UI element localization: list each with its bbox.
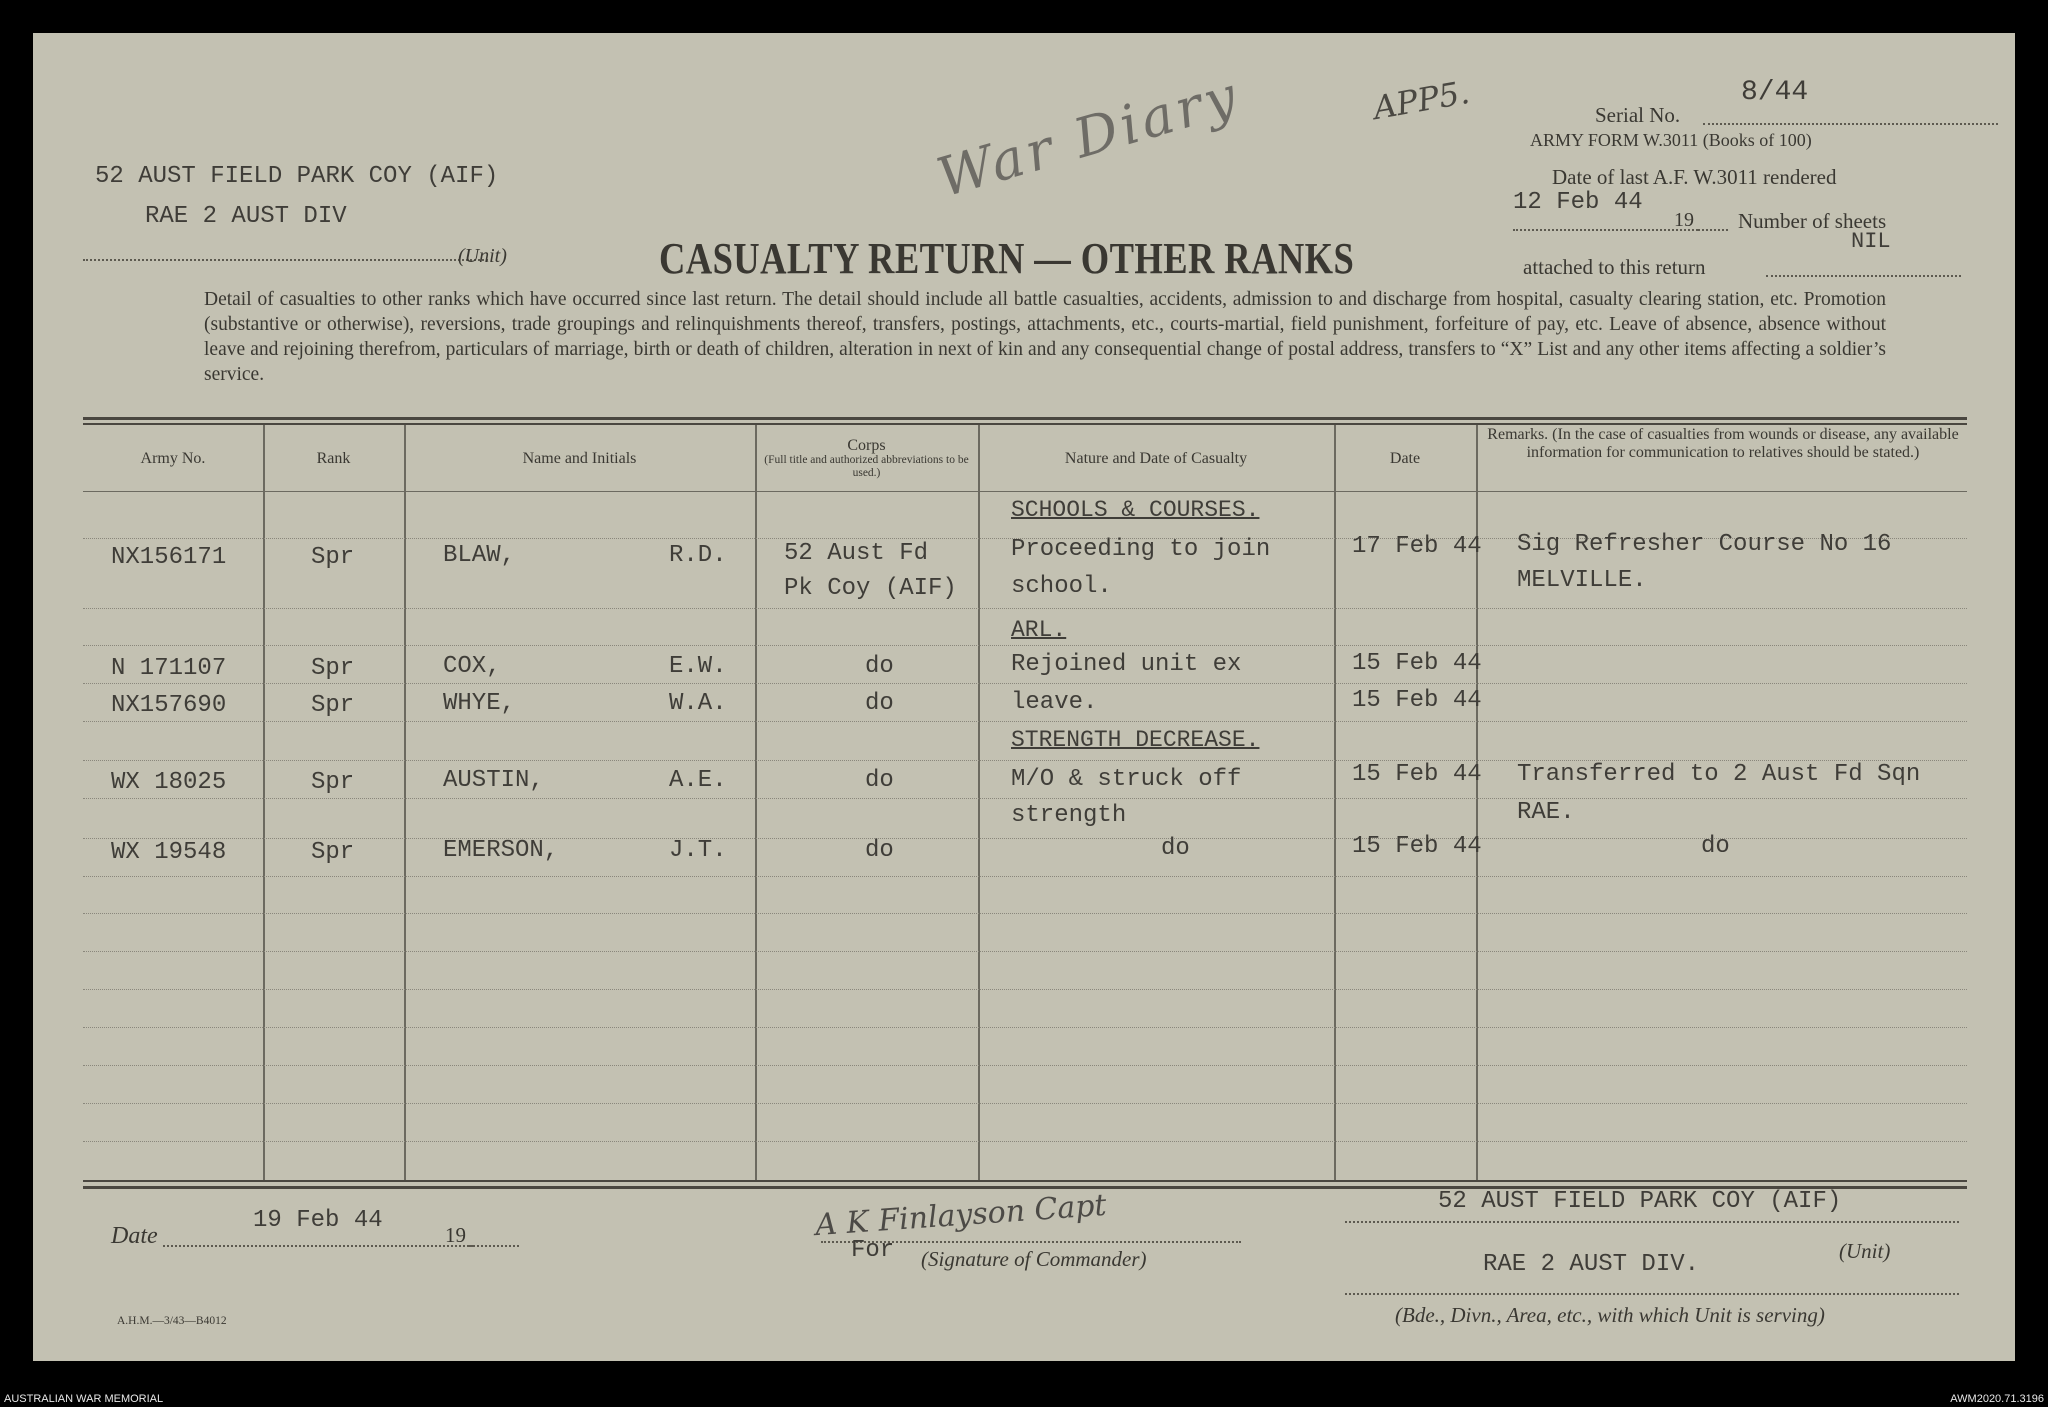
cell-rank: Spr bbox=[311, 655, 355, 682]
row-line bbox=[83, 721, 1967, 722]
col-header-rank: Rank bbox=[316, 450, 351, 467]
row-line bbox=[83, 1141, 1967, 1142]
footer-left: AUSTRALIAN WAR MEMORIAL bbox=[4, 1393, 164, 1405]
cell-nature-line-2: school. bbox=[1011, 573, 1112, 600]
cell-name: AUSTIN, bbox=[443, 767, 544, 794]
col-header-army-no: Army No. bbox=[140, 450, 206, 467]
cell-date: 15 Feb 44 bbox=[1352, 687, 1482, 714]
cell-army-no: NX156171 bbox=[111, 544, 227, 571]
row-line bbox=[83, 913, 1967, 914]
table-top-rule-2 bbox=[83, 423, 1967, 425]
table-top-rule bbox=[83, 417, 1967, 420]
bottom-unit-line-1: 52 AUST FIELD PARK COY (AIF) bbox=[1438, 1188, 1842, 1215]
cell-name: WHYE, bbox=[443, 690, 516, 717]
attached-label: attached to this return bbox=[1523, 255, 1706, 279]
cell-nature: leave. bbox=[1011, 689, 1098, 716]
row-line bbox=[83, 608, 1967, 609]
year-19: 19 bbox=[1674, 209, 1694, 231]
for-text: For bbox=[851, 1237, 895, 1264]
casualty-return-form bbox=[33, 33, 2015, 1361]
cell-initials: W.A. bbox=[669, 690, 727, 717]
row-line bbox=[83, 683, 1967, 684]
cell-remarks-line-2: RAE. bbox=[1517, 799, 1575, 826]
bottom-unit-dotted-line-2 bbox=[1345, 1293, 1959, 1295]
instructions-paragraph: Detail of casualties to other ranks which have occurred since last return. The detail should include all battle casualties, accidents, admission to and discharge from hospital, casualty clearing station, etc. Promotion (substantive or otherwise), reversions, trade groupings and relinquishments thereof, transfers, postings, attachments, etc., courts-martial, field punishment, forfeiture of pay, etc. Leave of absence, absence without leave and rejoining therefrom, particulars of marriage, birth or death of children, alteration in next of kin and any consequential change of postal address, transfers to “X” List and any other items affecting a soldier’s service. bbox=[204, 289, 1886, 385]
serial-value: 8/44 bbox=[1741, 77, 1809, 108]
date-dotted-line bbox=[163, 1245, 473, 1247]
header-bottom-rule bbox=[83, 491, 1967, 492]
cell-corps: do bbox=[865, 653, 894, 680]
date-last-dotted-line bbox=[1513, 229, 1698, 231]
cell-initials: J.T. bbox=[669, 837, 727, 864]
year-dotted-line bbox=[1698, 229, 1728, 231]
row-line bbox=[83, 645, 1967, 646]
cell-nature: Proceeding to join bbox=[1011, 536, 1271, 563]
cell-corps-line-2: Pk Coy (AIF) bbox=[784, 575, 957, 602]
unit-dotted-line bbox=[83, 259, 488, 261]
cell-nature: do bbox=[1161, 835, 1190, 862]
attached-dotted-line bbox=[1766, 275, 1961, 277]
cell-name: BLAW, bbox=[443, 542, 516, 569]
col-header-date: Date bbox=[1389, 450, 1421, 467]
date-last-label: Date of last A.F. W.3011 rendered bbox=[1552, 165, 1837, 189]
cell-remarks: Sig Refresher Course No 16 bbox=[1517, 531, 1892, 558]
footer-right: AWM2020.71.3196 bbox=[1950, 1393, 2044, 1405]
cell-name: EMERSON, bbox=[443, 837, 559, 864]
col-header-corps-sub: (Full title and authorized abbreviations to be used.) bbox=[764, 454, 969, 479]
date-value: 19 Feb 44 bbox=[253, 1207, 383, 1234]
signature-label: (Signature of Commander) bbox=[921, 1247, 1147, 1271]
form-title: CASUALTY RETURN — OTHER RANKS bbox=[659, 234, 1355, 283]
year-dotted-line bbox=[469, 1245, 519, 1247]
cell-army-no: WX 19548 bbox=[111, 839, 227, 866]
cell-army-no: N 171107 bbox=[111, 655, 227, 682]
col-header-name: Name and Initials bbox=[522, 450, 637, 467]
bottom-unit-dotted-line-1 bbox=[1345, 1221, 1959, 1223]
bottom-unit-label: (Unit) bbox=[1839, 1239, 1891, 1263]
date-label: Date bbox=[111, 1223, 158, 1249]
cell-name: COX, bbox=[443, 653, 501, 680]
cell-date: 17 Feb 44 bbox=[1352, 533, 1482, 560]
row-line bbox=[83, 989, 1967, 990]
cell-remarks: do bbox=[1701, 833, 1730, 860]
cell-rank: Spr bbox=[311, 839, 355, 866]
col-header-nature: Nature and Date of Casualty bbox=[1064, 450, 1248, 467]
row-line bbox=[83, 1065, 1967, 1066]
cell-remarks: Transferred to 2 Aust Fd Sqn bbox=[1517, 761, 1921, 788]
unit-line-1: 52 AUST FIELD PARK COY (AIF) bbox=[95, 163, 499, 190]
cell-corps: do bbox=[865, 690, 894, 717]
cell-rank: Spr bbox=[311, 692, 355, 719]
date-year-19: 19 bbox=[445, 1223, 466, 1247]
cell-initials: A.E. bbox=[669, 767, 727, 794]
cell-corps: 52 Aust Fd bbox=[784, 540, 929, 567]
sheets-label: Number of sheets bbox=[1738, 209, 1887, 233]
cell-army-no: NX157690 bbox=[111, 692, 227, 719]
cell-initials: R.D. bbox=[669, 542, 727, 569]
cell-nature-line-2: strength bbox=[1011, 802, 1127, 829]
bde-label: (Bde., Divn., Area, etc., with which Unit is serving) bbox=[1395, 1303, 1825, 1327]
row-line bbox=[83, 1027, 1967, 1028]
cell-date: 15 Feb 44 bbox=[1352, 833, 1482, 860]
row-line bbox=[83, 951, 1967, 952]
cell-initials: E.W. bbox=[669, 653, 727, 680]
row-line bbox=[83, 1103, 1967, 1104]
date-last-value: 12 Feb 44 bbox=[1513, 189, 1643, 216]
unit-line-2: RAE 2 AUST DIV bbox=[145, 203, 347, 230]
col-header-corps: Corps bbox=[847, 437, 886, 454]
row-line bbox=[83, 798, 1967, 799]
unit-label: (Unit) bbox=[458, 245, 507, 267]
cell-nature: Rejoined unit ex bbox=[1011, 651, 1242, 678]
cell-rank: Spr bbox=[311, 769, 355, 796]
cell-corps: do bbox=[865, 837, 894, 864]
handwritten-war-diary: War Diary bbox=[930, 63, 1247, 210]
cell-remarks-line-2: MELVILLE. bbox=[1517, 567, 1647, 594]
cell-date: 15 Feb 44 bbox=[1352, 650, 1482, 677]
serial-dotted-line bbox=[1703, 123, 1998, 125]
section-schools: SCHOOLS & COURSES. bbox=[1011, 497, 1260, 523]
handwritten-app: APP5. bbox=[1370, 72, 1473, 128]
cell-nature: M/O & struck off bbox=[1011, 766, 1242, 793]
section-strength: STRENGTH DECREASE. bbox=[1011, 727, 1260, 753]
commander-signature: A K Finlayson Capt bbox=[814, 1187, 1108, 1244]
row-line bbox=[83, 876, 1967, 877]
form-number: ARMY FORM W.3011 (Books of 100) bbox=[1530, 130, 1812, 150]
col-header-remarks: Remarks. (In the case of casualties from wounds or disease, any available information for communication to relatives should be stated.) bbox=[1487, 426, 1959, 461]
cell-date: 15 Feb 44 bbox=[1352, 761, 1482, 788]
table-bottom-rule bbox=[83, 1180, 1967, 1182]
sheets-value: NIL bbox=[1851, 229, 1891, 254]
cell-army-no: WX 18025 bbox=[111, 769, 227, 796]
cell-corps: do bbox=[865, 767, 894, 794]
section-arl: ARL. bbox=[1011, 617, 1067, 643]
row-line bbox=[83, 838, 1967, 839]
bottom-unit-line-2: RAE 2 AUST DIV. bbox=[1483, 1251, 1700, 1278]
serial-label: Serial No. bbox=[1595, 103, 1681, 127]
cell-rank: Spr bbox=[311, 544, 355, 571]
form-code: A.H.M.—3/43—B4012 bbox=[117, 1315, 227, 1327]
